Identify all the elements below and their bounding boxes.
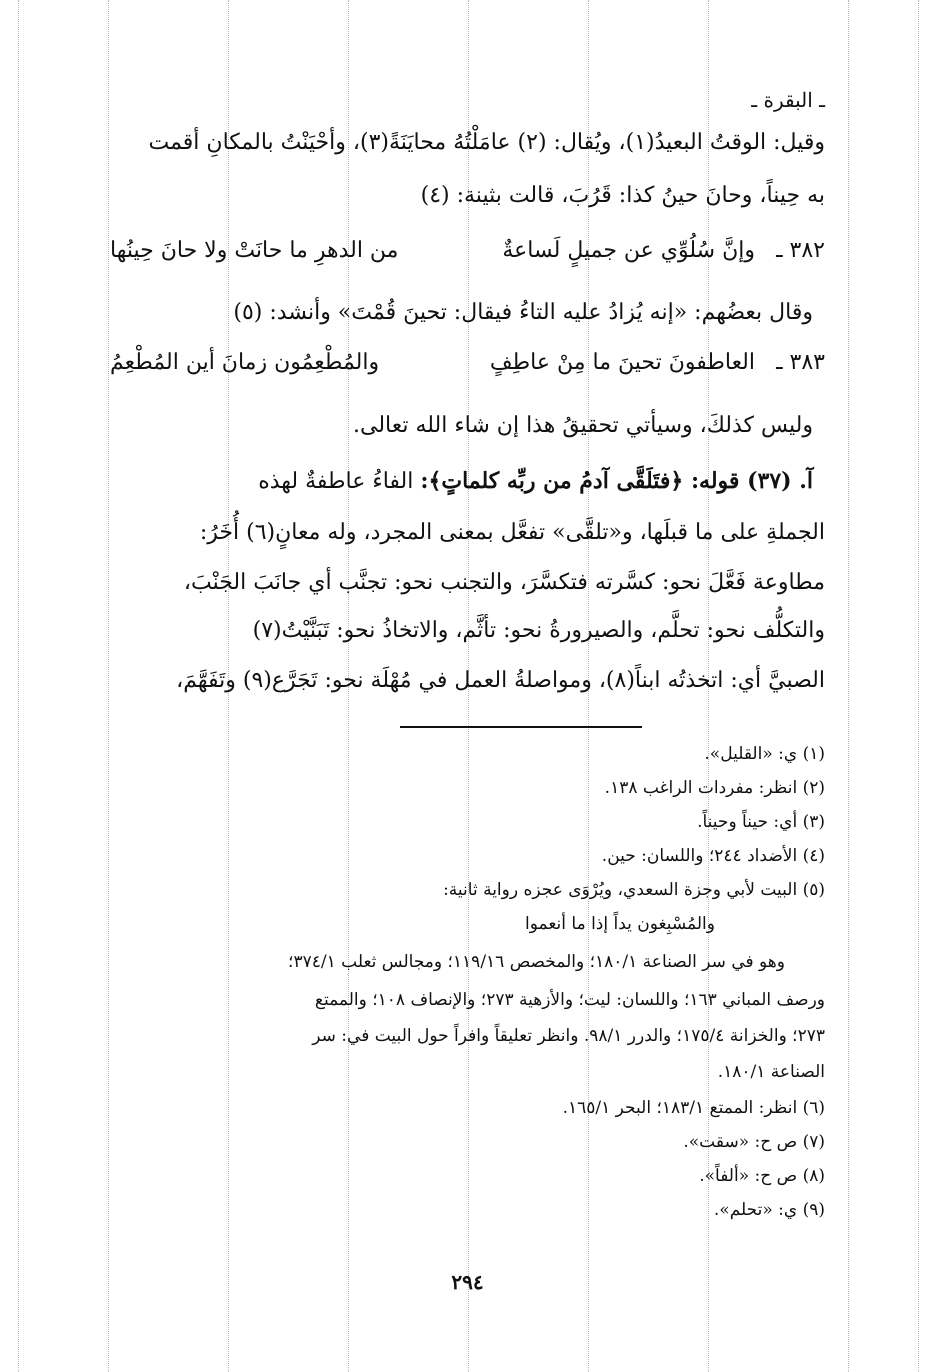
footnote: (٧) ص ح: «سقت». xyxy=(683,1132,825,1152)
footnote-continuation: ورصف المباني ١٦٣؛ واللسان: ليت؛ والأزهية ٢٧٣؛ والإنصاف ١٠٨؛ والممتع xyxy=(314,990,825,1010)
verse-second-hemistich: والمُطْعِمُون زمانَ أين المُطْعِمُ xyxy=(110,350,380,375)
guide-line xyxy=(848,0,849,1372)
body-line: الصبيَّ أي: اتخذتُه ابناً(٨)، ومواصلةُ العمل في مُهْلَة نحو: تَجَرَّع(٩) وتَفَهَّمَ، xyxy=(176,668,825,693)
body-line: وقيل: الوقتُ البعيدُ(١)، ويُقال: (٢) عامَلْتُهُ محايَنَةً(٣)، وأحْيَنْتُ بالمكانِ أقمت xyxy=(148,130,825,155)
body-line: مطاوعة فَعَّلَ نحو: كسَّرته فتكسَّرَ، والتجنب نحو: تجنَّب أي جانَبَ الجَنْبَ، xyxy=(183,570,825,595)
guide-line xyxy=(918,0,919,1372)
guide-line xyxy=(18,0,19,1372)
footnote: (٨) ص ح: «ألفاً». xyxy=(699,1166,825,1186)
body-line: وقال بعضُهم: «إنه يُزادُ عليه التاءُ فيقال: تحينَ قُمْتَ» وأنشد: (٥) xyxy=(233,300,813,325)
body-line: وليس كذلكَ، وسيأتي تحقيقُ هذا إن شاء الله تعالى. xyxy=(352,413,813,438)
verse-citation: آ. (٣٧) قوله: ﴿فتَلَقَّى آدمُ من ربِّه كلماتٍ﴾: xyxy=(420,468,813,494)
footnote: (٥) البيت لأبي وجزة السعدي، ويُرْوَى عجزه رواية ثانية: xyxy=(443,880,825,900)
footnote: (٤) الأضداد ٢٤٤؛ واللسان: حين. xyxy=(601,846,825,866)
verse-second-hemistich: من الدهرِ ما حانَتْ ولا حانَ حِينُها xyxy=(110,238,399,263)
footnote: (٣) أي: حيناً وحيناً. xyxy=(697,812,825,832)
guide-line xyxy=(108,0,109,1372)
footnote-verse: والمُسْبِغون يداً إذا ما أنعموا xyxy=(525,914,715,934)
body-text: الفاءُ عاطفةٌ لهذه xyxy=(258,469,421,494)
page-number: ٢٩٤ xyxy=(451,1270,484,1294)
footnote-continuation: ٢٧٣؛ والخزانة ١٧٥/٤؛ والدرر ٩٨/١. وانظر تعليقاً وافراً حول البيت في: سر xyxy=(312,1026,825,1046)
body-line: الجملةِ على ما قبلَها، و«تلقَّى» تفعَّل بمعنى المجرد، وله معانٍ(٦) أُخَرُ: xyxy=(199,520,825,545)
verse-first-hemistich: وإنَّ سُلُوِّي عن جميلٍ لَساعةٌ xyxy=(502,238,755,263)
body-line: والتكلُّف نحو: تحلَّم، والصيرورةُ نحو: تأثَّم، والاتخاذُ نحو: تَبَنَّيْتُ(٧) xyxy=(252,618,825,643)
footnote: (٦) انظر: الممتع ١٨٣/١؛ البحر ١٦٥/١. xyxy=(562,1098,825,1118)
footnote-continuation: وهو في سر الصناعة ١٨٠/١؛ والمخصص ١١٩/١٦؛ ومجالس ثعلب ٣٧٤/١؛ xyxy=(288,952,785,972)
running-header: ـ البقرة ـ xyxy=(751,88,825,112)
verse-commentary-heading xyxy=(258,468,813,494)
footnote: (٩) ي: «تحلم». xyxy=(713,1200,825,1220)
footnote-separator xyxy=(400,726,642,728)
footnote: (٢) انظر: مفردات الراغب ١٣٨. xyxy=(604,778,825,798)
verse-number: ٣٨٣ ـ xyxy=(776,350,825,375)
footnote-continuation: الصناعة ١٨٠/١. xyxy=(717,1062,825,1082)
footnote: (١) ي: «القليل». xyxy=(704,744,825,764)
verse-number: ٣٨٢ ـ xyxy=(776,238,825,263)
body-line: به حِيناً، وحانَ حينُ كذا: قَرُبَ، قالت بثينة: (٤) xyxy=(420,183,825,208)
verse-first-hemistich: العاطفونَ تحينَ ما مِنْ عاطِفٍ xyxy=(489,350,755,375)
